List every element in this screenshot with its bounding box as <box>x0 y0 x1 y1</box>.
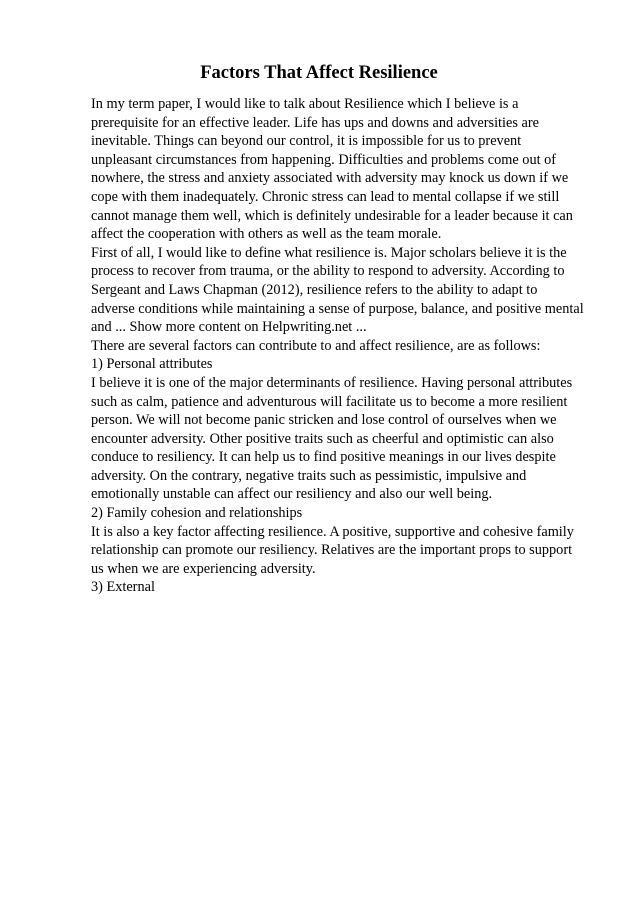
section-heading: 3) External <box>91 579 155 596</box>
body-line: us when we are experiencing adversity. <box>91 560 316 577</box>
body-line: cannot manage them well, which is definitely undesirable for a leader because it can <box>91 207 573 224</box>
body-line: cope with them inadequately. Chronic stress can lead to mental collapse if we still <box>91 188 560 205</box>
body-line: emotionally unstable can affect our resiliency and also our well being. <box>91 486 493 503</box>
body-line: In my term paper, I would like to talk about Resilience which I believe is a <box>91 96 519 112</box>
body-line: prerequisite for an effective leader. Life has ups and downs and adversities are <box>91 114 539 131</box>
section-heading: 1) Personal attributes <box>91 356 213 373</box>
body-line: and ... Show more content on Helpwriting.net ... <box>91 319 367 336</box>
body-line: adverse conditions while maintaining a sense of purpose, balance, and positive mental <box>91 300 584 317</box>
document-body <box>91 95 601 597</box>
body-line: First of all, I would like to define what resilience is. Major scholars believe it is the <box>91 244 567 261</box>
body-line: encounter adversity. Other positive traits such as cheerful and optimistic can also <box>91 430 554 447</box>
body-line: It is also a key factor affecting resilience. A positive, supportive and cohesive family <box>91 523 574 540</box>
document-title: Factors That Affect Resilience <box>200 63 438 83</box>
body-line: affect the cooperation with others as well as the team morale. <box>91 226 442 243</box>
body-line: Sergeant and Laws Chapman (2012), resilience refers to the ability to adapt to <box>91 281 538 298</box>
body-line: process to recover from trauma, or the ability to respond to adversity. According to <box>91 263 565 280</box>
body-line: inevitable. Things can beyond our control, it is impossible for us to prevent <box>91 133 522 150</box>
body-line: person. We will not become panic stricken and lose control of ourselves when we <box>91 412 557 429</box>
section-heading: 2) Family cohesion and relationships <box>91 505 303 522</box>
body-line: There are several factors can contribute to and affect resilience, are as follows: <box>91 337 541 354</box>
body-line: adversity. On the contrary, negative traits such as pessimistic, impulsive and <box>91 467 527 484</box>
body-line: unpleasant circumstances from happening. Difficulties and problems come out of <box>91 151 557 168</box>
body-line: nowhere, the stress and anxiety associated with adversity may knock us down if we <box>91 170 569 187</box>
body-line: such as calm, patience and adventurous will facilitate us to become a more resilient <box>91 393 568 410</box>
body-line: conduce to resiliency. It can help us to find positive meanings in our lives despite <box>91 449 556 466</box>
body-line: I believe it is one of the major determinants of resilience. Having personal attributes <box>91 374 573 391</box>
body-line: relationship can promote our resiliency. Relatives are the important props to support <box>91 542 573 559</box>
